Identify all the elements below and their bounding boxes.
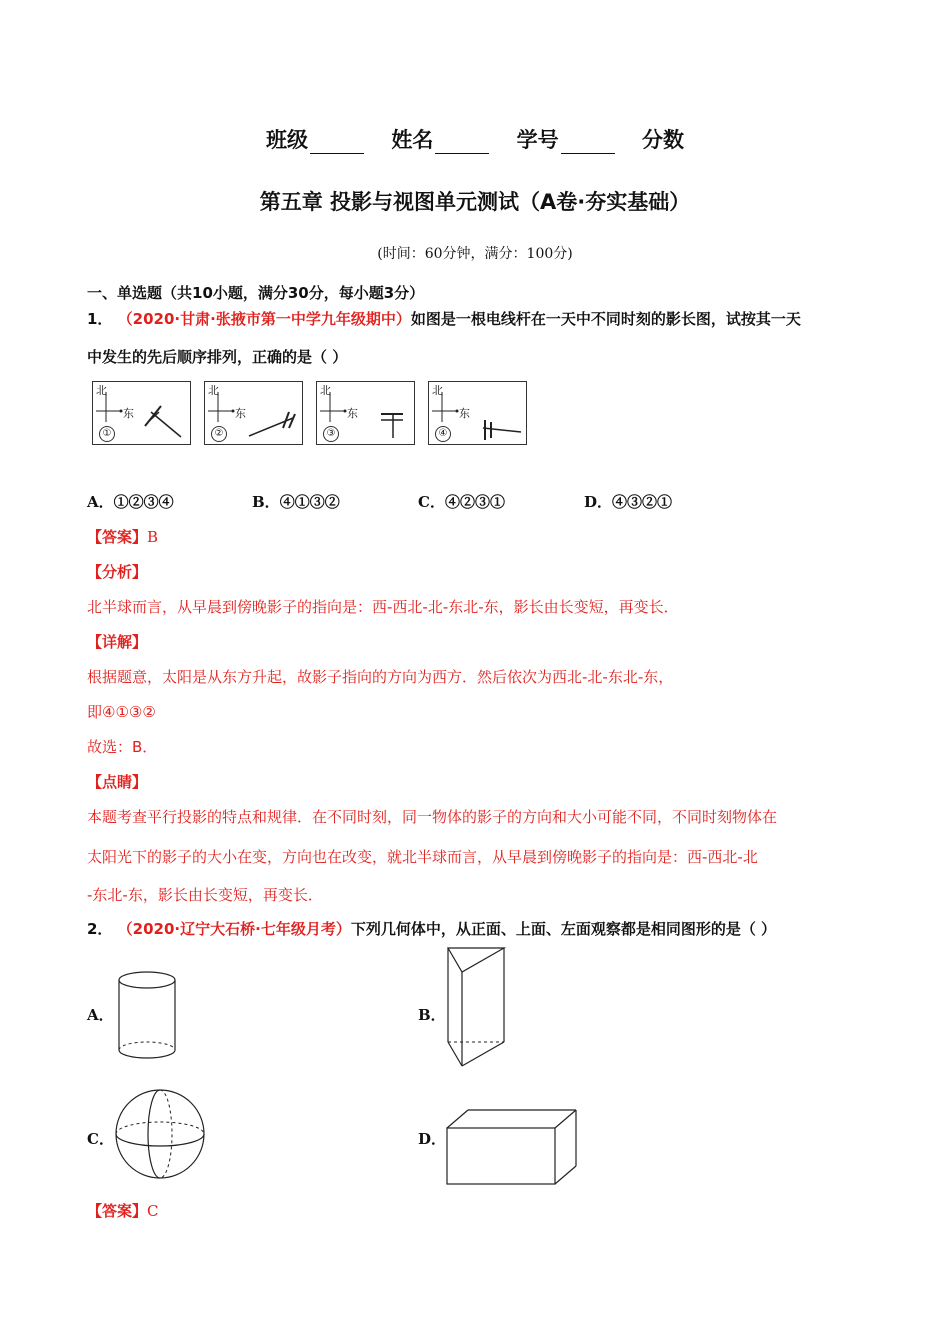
q1-comment-tag: 【点睛】	[87, 773, 148, 791]
shadow-panel-3: 北 东 ③	[316, 381, 415, 445]
question-1-source: （2020·甘肃·张掖市第一中学九年级期中）	[117, 310, 411, 328]
q1-detail-line3: 故选：B．	[87, 738, 158, 756]
q1-option-c[interactable]: C．④②③①	[418, 493, 505, 511]
field-class: 班级	[266, 124, 364, 154]
shadow-panel-4: 北 东 ④	[428, 381, 527, 445]
q2-option-a-label[interactable]: A．	[87, 1006, 114, 1024]
q1-answer: 【答案】B	[87, 528, 159, 546]
question-1-line1: 1． （2020·甘肃·张掖市第一中学九年级期中）如图是一根电线杆在一天中不同时刻的影长图，试按其一天	[87, 310, 801, 328]
q2-option-b-label[interactable]: B．	[418, 1006, 446, 1024]
shadow-panel-1: 北 东 ①	[92, 381, 191, 445]
q1-comment-line2: 太阳光下的影子的大小在变，方向也在改变，就北半球而言，从早晨到傍晚影子的指向是：西-西北-北	[87, 848, 758, 866]
q1-option-b[interactable]: B．④①③②	[252, 493, 340, 511]
q1-comment-line3: -东北-东，影长由长变短，再变长．	[87, 886, 323, 904]
section-heading: 一、单选题（共10小题，满分30分，每小题3分）	[87, 284, 425, 302]
q1-analysis: 北半球而言，从早晨到傍晚影子的指向是：西-西北-北-东北-东，影长由长变短，再变长．	[87, 598, 679, 616]
triangular-prism-figure[interactable]	[440, 944, 512, 1070]
field-score: 分数	[641, 128, 684, 152]
question-2-source: （2020·辽宁大石桥·七年级月考）	[117, 920, 351, 938]
field-id: 学号	[517, 124, 615, 154]
question-2: 2． （2020·辽宁大石桥·七年级月考）下列几何体中，从正面、上面、左面观察都是相同图形的是（ ）	[87, 920, 777, 938]
q1-detail-tag: 【详解】	[87, 633, 148, 651]
q1-comment-line1: 本题考查平行投影的特点和规律．在不同时刻，同一物体的影子的方向和大小可能不同，不同时刻物体在	[87, 808, 778, 826]
q2-option-c-label[interactable]: C．	[87, 1130, 114, 1148]
cylinder-figure[interactable]	[112, 968, 184, 1066]
header-fields	[0, 124, 950, 154]
q1-detail-line1: 根据题意，太阳是从东方升起，故影子指向的方向为西方．然后依次为西北-北-东北-东，	[87, 668, 674, 686]
q2-option-d-label[interactable]: D．	[418, 1130, 447, 1148]
question-1-line2: 中发生的先后顺序排列，正确的是（ ）	[87, 348, 348, 366]
q2-answer: 【答案】C	[87, 1202, 159, 1220]
q1-option-a[interactable]: A．①②③④	[87, 493, 174, 511]
field-name: 姓名	[391, 124, 489, 154]
shadow-panel-2: 北 东 ②	[204, 381, 303, 445]
q1-option-d[interactable]: D．④③②①	[584, 493, 673, 511]
page-title: 第五章 投影与视图单元测试（A卷·夯实基础）	[259, 190, 691, 214]
sphere-figure[interactable]	[112, 1086, 208, 1182]
q1-detail-line2: 即④①③②	[87, 703, 156, 721]
rectangular-box-figure[interactable]	[444, 1108, 580, 1186]
q1-analysis-tag: 【分析】	[87, 563, 148, 581]
page-subtitle: (时间：60分钟，满分：100分)	[377, 246, 573, 262]
